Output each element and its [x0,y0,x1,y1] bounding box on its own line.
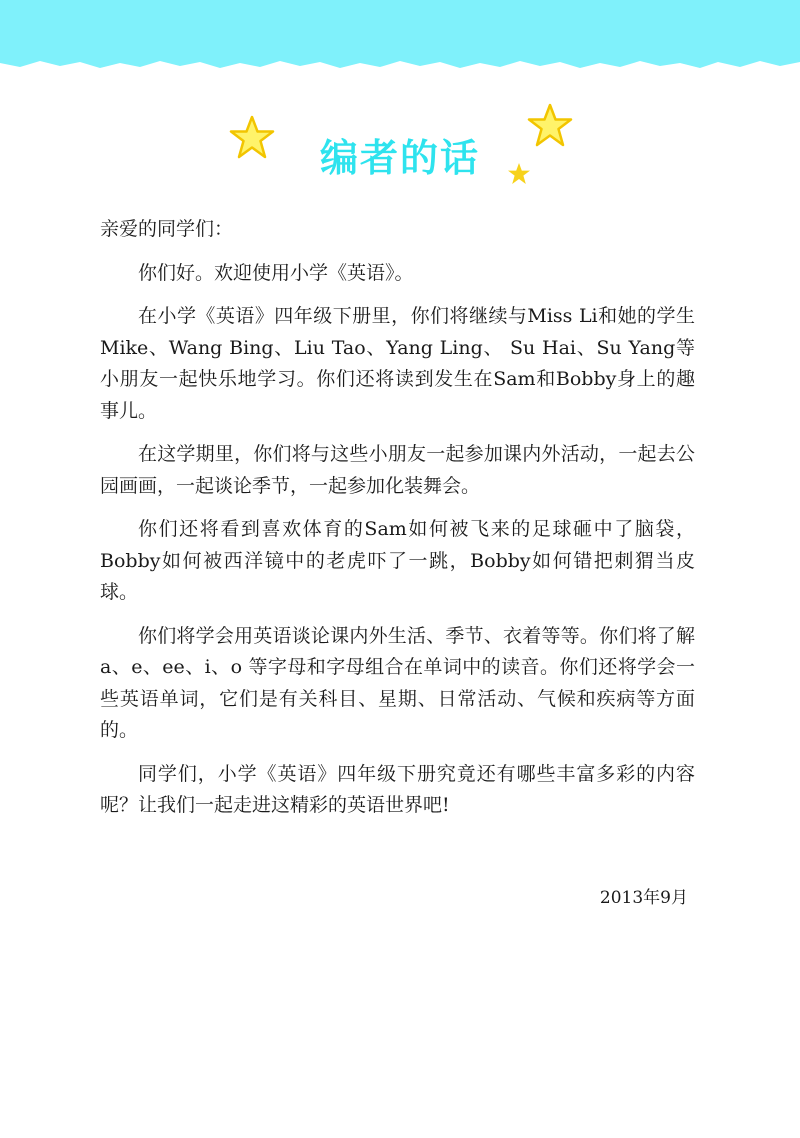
greeting: 亲爱的同学们： [100,218,234,240]
paragraph: 在小学《英语》四年级下册里，你们将继续与Miss Li和她的学生Mike、Wang Bing、Liu Tao、Yang Ling、 Su Hai、Su Yang等小朋友一起快乐地学习。你们还将读到发生在Sam和Bobby身上的趣事儿。 [100,305,695,422]
letter-body [100,214,695,834]
paragraph: 在这学期里，你们将与这些小朋友一起参加课内外活动，一起去公园画画，一起谈论季节，一起参加化装舞会。 [100,443,695,497]
paragraph: 你们将学会用英语谈论课内外生活、季节、衣着等等。你们将了解a、e、ee、i、o 等字母和字母组合在单词中的读音。你们还将学会一些英语单词，它们是有关科目、星期、日常活动、气候和疾病等方面的。 [100,624,695,741]
paragraph: 你们好。欢迎使用小学《英语》。 [138,261,414,284]
date-signature: 2013年9月 [599,888,688,908]
paragraph: 同学们，小学《英语》四年级下册究竟还有哪些丰富多彩的内容呢？让我们一起走进这精彩的英语世界吧! [100,762,695,816]
top-decorative-band [0,0,800,80]
page-title: 编者的话 [319,136,480,180]
paragraph: 你们还将看到喜欢体育的Sam如何被飞来的足球砸中了脑袋，Bobby如何被西洋镜中的老虎吓了一跳，Bobby如何错把刺猬当皮球。 [100,518,695,603]
